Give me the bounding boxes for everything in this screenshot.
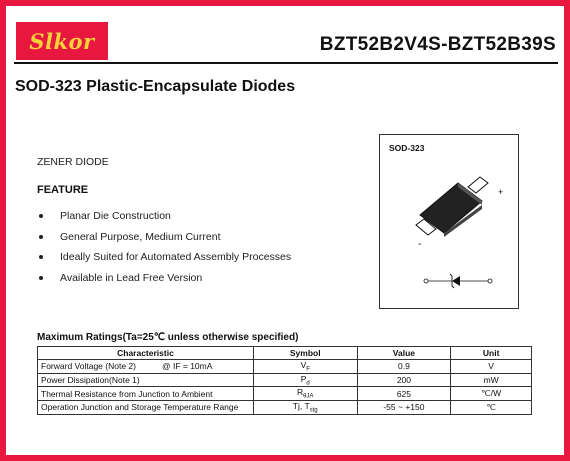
bullet-icon bbox=[39, 276, 43, 280]
bullet-icon bbox=[39, 214, 43, 218]
cathode-minus-label: - bbox=[418, 239, 422, 250]
part-number-range: BZT52B2V4S-BZT52B39S bbox=[319, 34, 556, 55]
col-header-characteristic: Characteristic bbox=[38, 347, 254, 360]
cell-unit: ℃/W bbox=[451, 387, 532, 401]
cell-symbol: $P_d$ bbox=[253, 373, 357, 387]
bullet-icon bbox=[39, 255, 43, 259]
cell-value: 200 bbox=[357, 373, 451, 387]
brand-logo bbox=[16, 22, 108, 60]
feature-item: Ideally Suited for Automated Assembly Processes bbox=[37, 247, 291, 268]
cell-symbol: $V_F$ bbox=[253, 360, 357, 374]
table-row bbox=[38, 373, 532, 387]
bullet-icon bbox=[39, 235, 43, 239]
cell-symbol: $R_{\theta JA}$ bbox=[253, 387, 357, 401]
package-drawing bbox=[380, 135, 520, 310]
table-row bbox=[38, 360, 532, 374]
feature-item: General Purpose, Medium Current bbox=[37, 227, 291, 248]
cell-characteristic: Operation Junction and Storage Temperature Range bbox=[38, 401, 254, 415]
table-header-row bbox=[38, 347, 532, 360]
cell-unit: ℃ bbox=[451, 401, 532, 415]
max-ratings-table bbox=[37, 346, 532, 415]
feature-item: Available in Lead Free Version bbox=[37, 268, 291, 289]
cell-value: 0.9 bbox=[357, 360, 451, 374]
cell-unit: V bbox=[451, 360, 532, 374]
brand-logo-text: Slkor bbox=[29, 28, 95, 54]
anode-plus-label: + bbox=[498, 187, 504, 197]
package-label: SOD-323 bbox=[389, 143, 425, 153]
device-type-label: ZENER DIODE bbox=[37, 156, 109, 168]
table-row bbox=[38, 401, 532, 415]
cell-characteristic: Forward Voltage (Note 2) @ IF = 10mA bbox=[38, 360, 254, 374]
cell-characteristic: Thermal Resistance from Junction to Ambient bbox=[38, 387, 254, 401]
sod323-package-icon bbox=[416, 177, 488, 237]
col-header-unit: Unit bbox=[451, 347, 532, 360]
table-row bbox=[38, 387, 532, 401]
header-divider bbox=[14, 62, 558, 64]
cell-value: -55 ~ +150 bbox=[357, 401, 451, 415]
feature-item: Planar Die Construction bbox=[37, 206, 291, 227]
col-header-value: Value bbox=[357, 347, 451, 360]
page-subtitle: SOD-323 Plastic-Encapsulate Diodes bbox=[15, 78, 296, 95]
cell-unit: mW bbox=[451, 373, 532, 387]
feature-list bbox=[37, 206, 291, 288]
cell-symbol: Tj, $T_{stg}$ bbox=[253, 401, 357, 415]
cell-value: 625 bbox=[357, 387, 451, 401]
feature-heading: FEATURE bbox=[37, 184, 89, 196]
col-header-symbol: Symbol bbox=[253, 347, 357, 360]
zener-diode-symbol-icon bbox=[424, 274, 492, 288]
datasheet-page bbox=[6, 6, 564, 455]
package-outline-box bbox=[379, 134, 519, 309]
cell-characteristic: Power Dissipation(Note 1) bbox=[38, 373, 254, 387]
ratings-title: Maximum Ratings(Ta=25℃ unless otherwise specified) bbox=[37, 332, 299, 343]
